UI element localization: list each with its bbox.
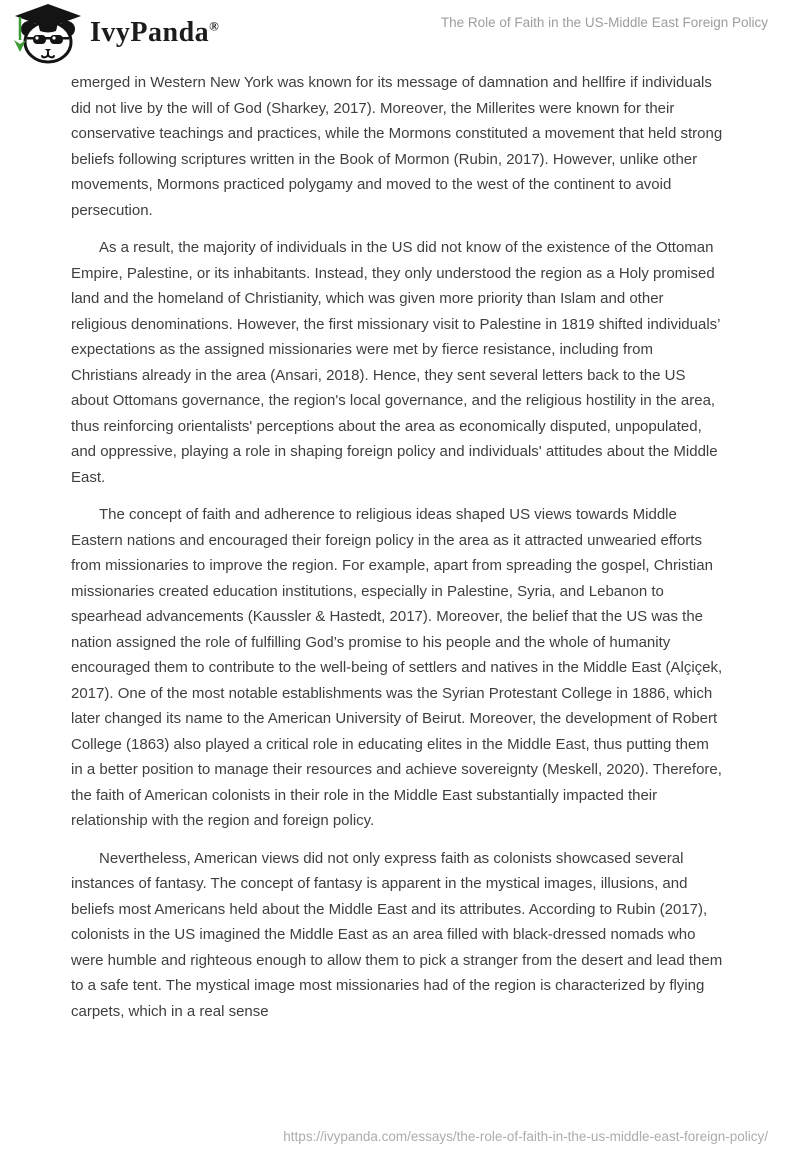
brand-name: IvyPanda®: [90, 17, 220, 48]
ivypanda-logo: [8, 2, 219, 64]
essay-body: [71, 70, 723, 1036]
document-title: The Role of Faith in the US-Middle East Foreign Policy: [440, 15, 768, 30]
paragraph: As a result, the majority of individuals in the US did not know of the existence of the Ottoman Empire, Palestine, or its inhabitants. Instead, they only understood the region as a Holy promised land and the homeland of Christianity, which was given more priority than Islam and other religious denominations. However, the first missionary visit to Palestine in 1819 shifted individuals’ expectations as the assigned missionaries were met by fierce resistance, including from Christians already in the area (Ansari, 2018). Hence, they sent several letters back to the US about Ottomans governance, the region's local governance, and the religious hostility in the area, thus reinforcing orientalists' perceptions about the area as economically disputed, unpopulated, and oppressive, playing a role in shaping foreign policy and individuals' attitudes about the Middle East.: [71, 239, 720, 486]
registered-trademark: ®: [209, 18, 220, 34]
paragraph: The concept of faith and adherence to religious ideas shaped US views towards Middle Eastern nations and encouraged their foreign policy in the area as it attracted unwearied efforts from missionaries to improve the region. For example, apart from spreading the gospel, Christian missionaries created education institutions, especially in Palestine, Syria, and Lebanon to spearhead advancements (Kaussler & Hastedt, 2017). Moreover, the belief that the US was the nation assigned the role of fulfilling God’s promise to his people and the whole of humanity encouraged them to contribute to the well-being of settlers and natives in the Middle East (Alçiçek, 2017). One of the most notable establishments was the Syrian Protestant College in 1886, which later changed its name to the American University of Beirut. Moreover, the development of Robert College (1863) also played a critical role in educating elites in the Middle East, thus putting them in a better position to manage their resources and achieve sovereignty (Meskell, 2020). Therefore, the faith of American colonists in their role in the Middle East substantially impacted their relationship with the region and foreign policy.: [71, 506, 723, 829]
page-footer: [0, 1128, 768, 1146]
source-url-link[interactable]: https://ivypanda.com/essays/the-role-of-faith-in-the-us-middle-east-foreign-policy/: [283, 1129, 768, 1144]
paragraph: emerged in Western New York was known for its message of damnation and hellfire if individuals did not live by the will of God (Sharkey, 2017). Moreover, the Millerites were known for their conservative teachings and practices, while the Mormons constituted a movement that held strong beliefs following scriptures written in the Book of Mormon (Rubin, 2017). However, unlike other movements, Mormons practiced polygamy and moved to the west of the continent to avoid persecution.: [71, 74, 723, 219]
panda-logo-icon: [8, 2, 88, 64]
paragraph: Nevertheless, American views did not only express faith as colonists showcased several instances of fantasy. The concept of fantasy is apparent in the mystical images, illusions, and beliefs most Americans held about the Middle East and its attributes. According to Rubin (2017), colonists in the US imagined the Middle East as an area filled with black-dressed nomads who were humble and righteous enough to allow them to pick a stranger from the desert and lead them to a safe tent. The mystical image most missionaries had of the region is characterized by flying carpets, which in a real sense: [71, 849, 723, 1020]
page-header: [0, 0, 800, 66]
